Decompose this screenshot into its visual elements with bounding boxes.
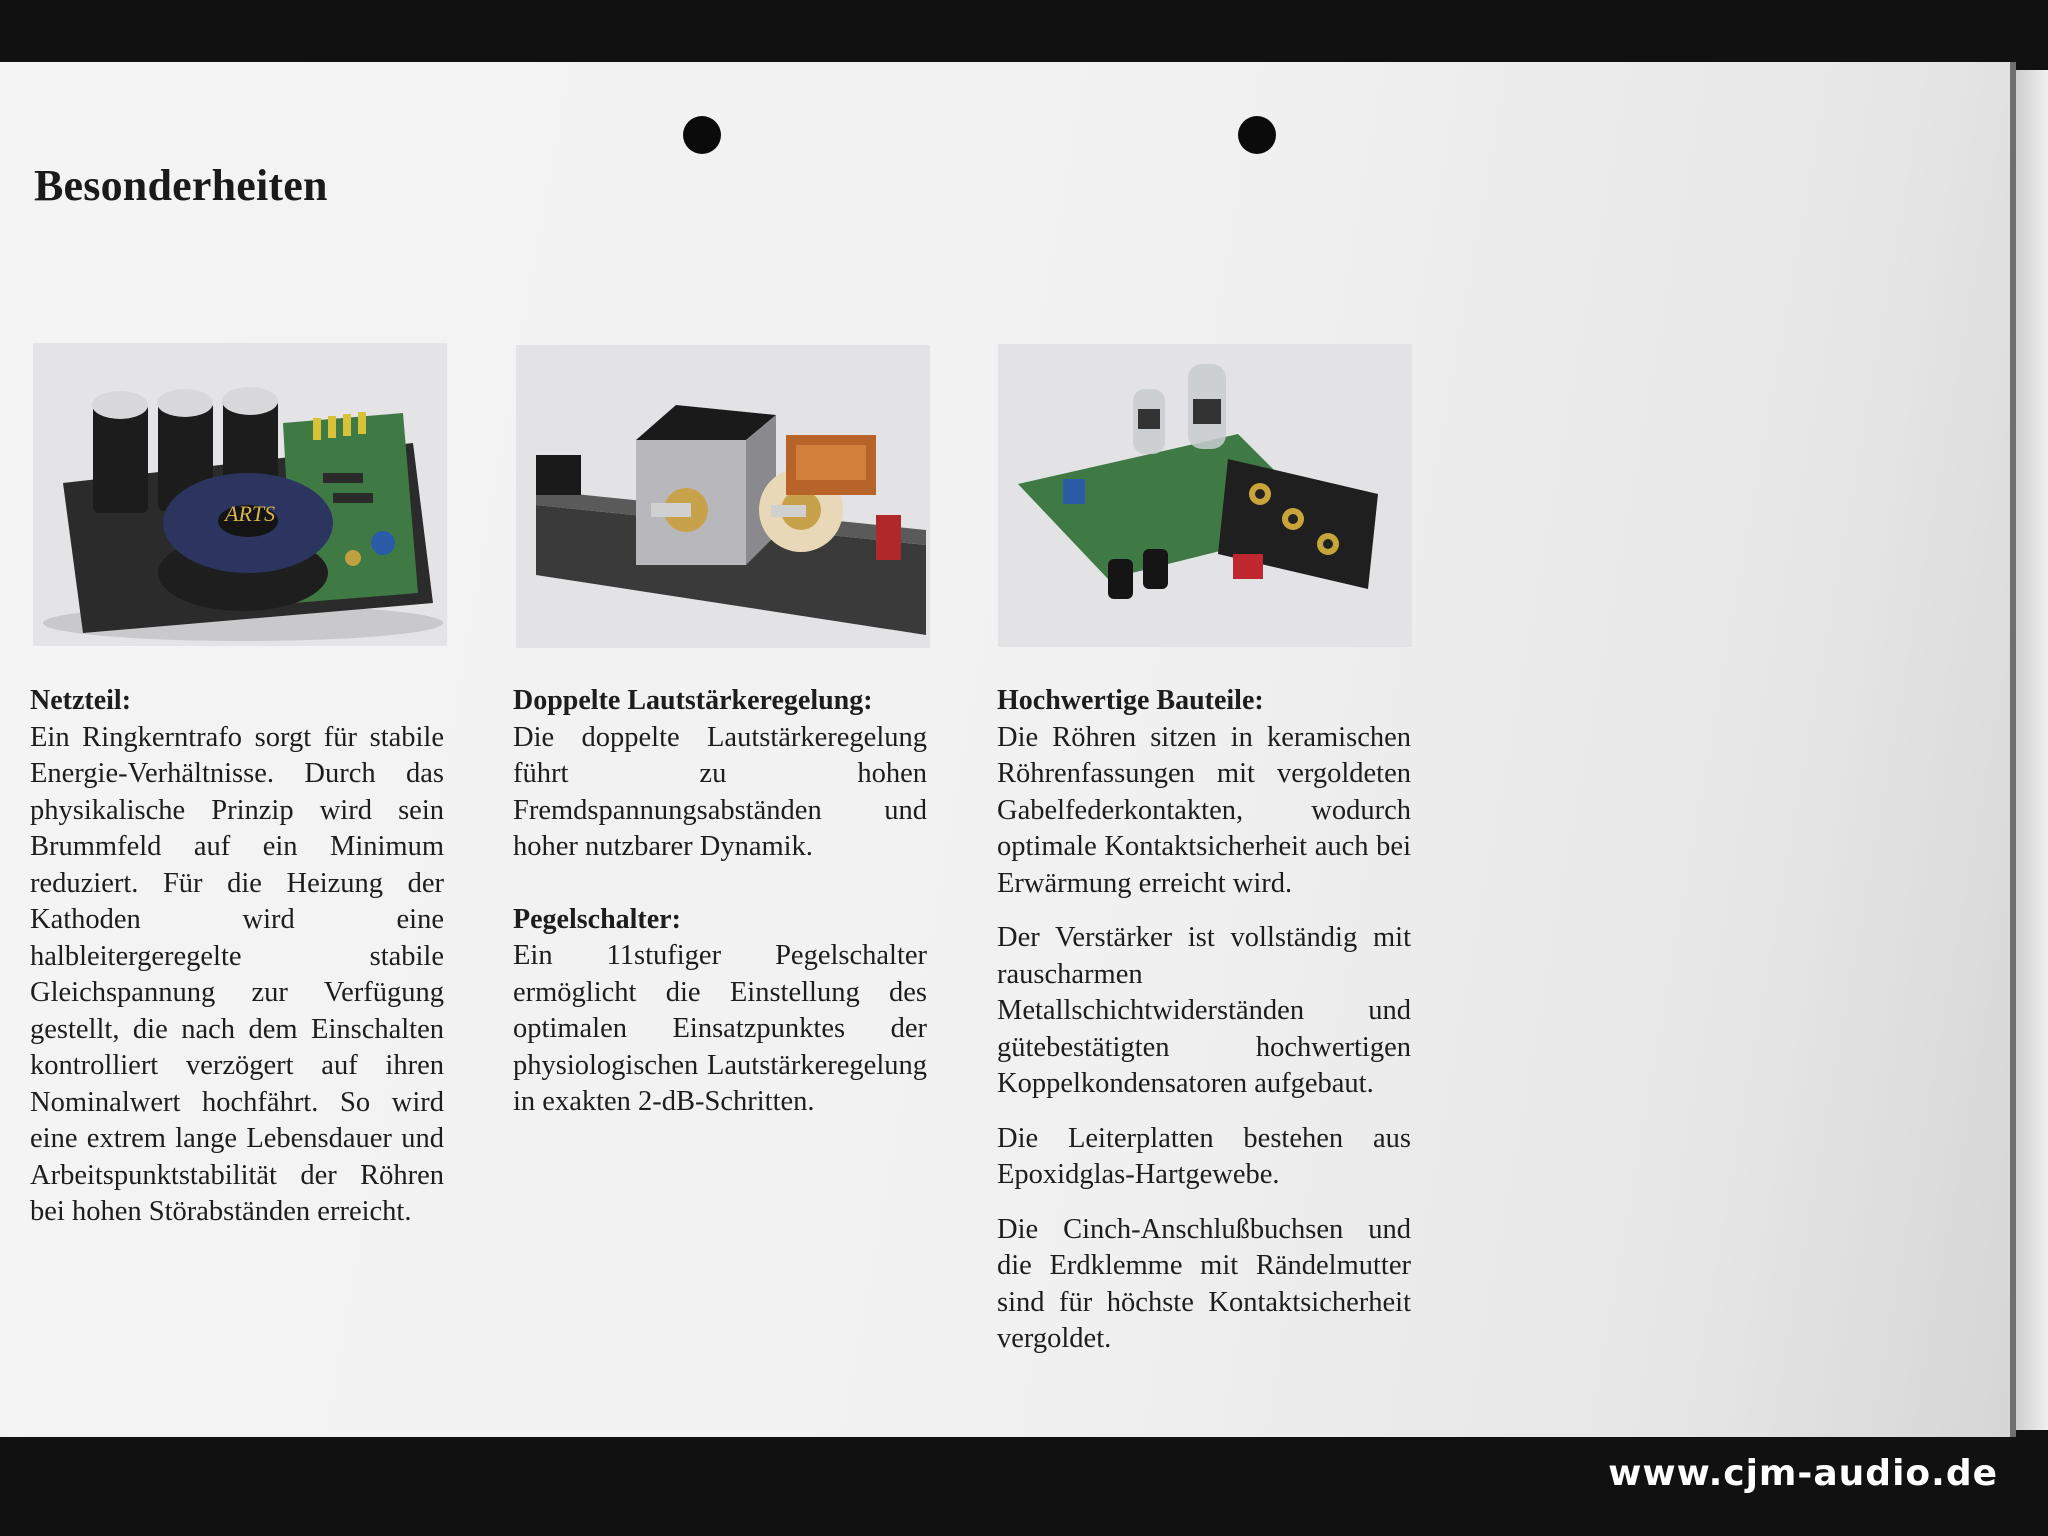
text-lautstaerke: Die doppelte Lautstärkeregelung führt zu hohen Fremdspannungsabständen und hoher nutzbarer Dynamik. bbox=[513, 721, 927, 862]
heading-pegelschalter: Pegelschalter: bbox=[513, 903, 681, 935]
punch-hole bbox=[683, 116, 721, 154]
volume-control-illustration bbox=[516, 345, 930, 648]
components-illustration bbox=[998, 344, 1412, 647]
heading-bauteile: Hochwertige Bauteile: bbox=[997, 685, 1264, 716]
volume-control-photo bbox=[516, 345, 930, 648]
text-bauteile-2: Der Verstärker ist vollständig mit rauscharmen Metallschichtwiderständen und gütebestätigten hochwertigen Koppelkondensatoren aufgebaut. bbox=[997, 922, 1411, 1099]
punch-hole bbox=[1238, 116, 1276, 154]
heading-netzteil: Netzteil: bbox=[30, 685, 132, 716]
text-bauteile-4: Die Cinch-Anschlußbuchsen und die Erdklemme mit Rändelmutter sind für höchste Kontaktsicherheit vergoldet. bbox=[997, 1213, 1411, 1354]
components-photo bbox=[998, 344, 1412, 647]
next-page-edge bbox=[2016, 70, 2048, 1430]
power-supply-photo bbox=[33, 343, 447, 646]
arts-logo: ARTS bbox=[225, 501, 276, 526]
column-power-supply bbox=[30, 683, 444, 1231]
column-components bbox=[997, 683, 1411, 1358]
text-bauteile-1: Die Röhren sitzen in keramischen Röhrenfassungen mit vergoldeten Gabelfederkontakten, wodurch optimale Kontaktsicherheit auch bei Erwärmung erreicht wird. bbox=[997, 721, 1411, 899]
page-title: Besonderheiten bbox=[34, 161, 328, 210]
text-bauteile-3: Die Leiterplatten bestehen aus Epoxidglas-Hartgewebe. bbox=[997, 1122, 1411, 1190]
text-netzteil: Ein Ringkerntrafo sorgt für stabile Energie-Verhältnisse. Durch das physikalische Prinzip wird sein Brummfeld auf ein Minimum reduziert. Für die Heizung der Kathoden wird eine halbleitergeregelte stabile Gleichspannung zur Verfügung gestellt, die nach dem Einschalten kontrolliert verzögert auf ihren Nominalwert hochfährt. So wird eine extrem lange Lebensdauer und Arbeitspunktstabilität der Röhren bei hohen Störabständen erreicht. bbox=[30, 721, 444, 1227]
watermark: www.cjm-audio.de bbox=[1608, 1453, 1998, 1494]
text-pegelschalter: Ein 11stufiger Pegelschalter ermöglicht die Einstellung des optimalen Einsatzpunktes der physiologischen Lautstärkeregelung in exakten 2-dB-Schritten. bbox=[513, 940, 927, 1117]
heading-lautstaerke: Doppelte Lautstärkeregelung: bbox=[513, 685, 873, 716]
power-supply-illustration bbox=[33, 343, 447, 646]
column-volume-control bbox=[513, 683, 927, 1121]
